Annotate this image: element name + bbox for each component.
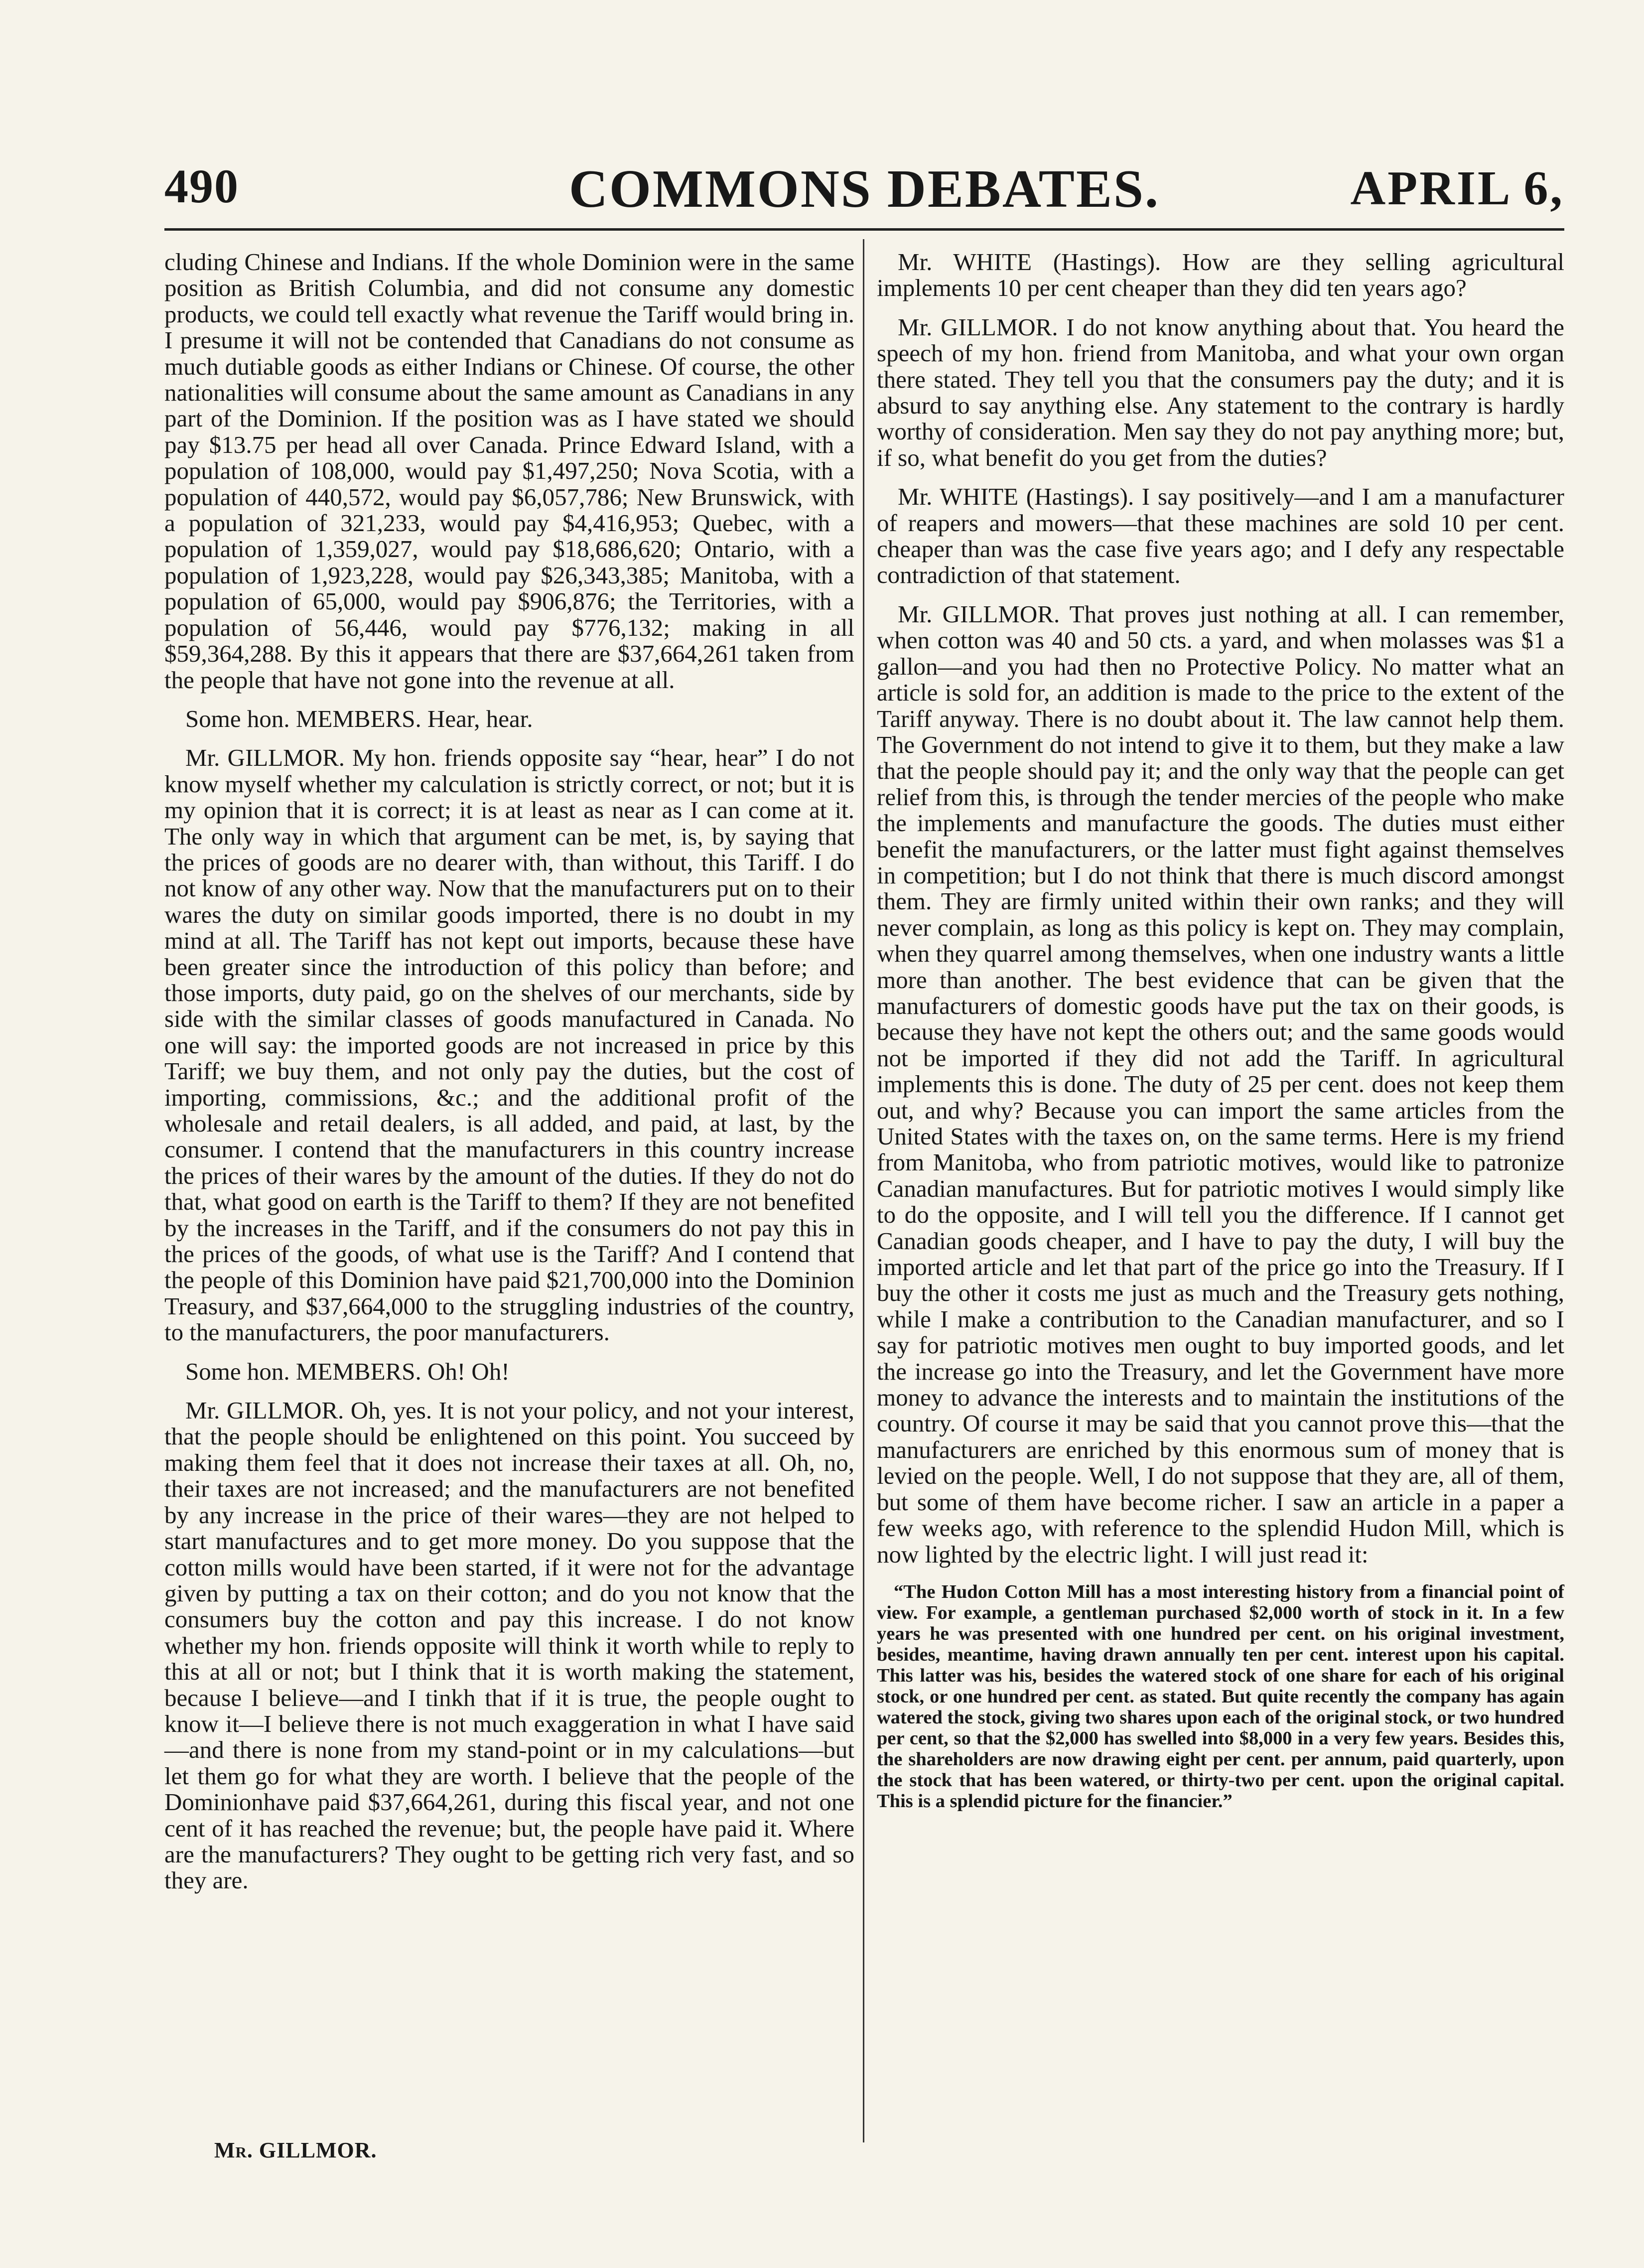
header-date: APRIL 6, (1350, 161, 1564, 215)
paragraph: Mr. GILLMOR. Oh, yes. It is not your policy, and not your interest, that the people should be enlightened on this point. You succeed by making them feel that it does not increase their taxes at all. Oh, no, their taxes are not increased; and the manufacturers are not benefited by any increase in the price of their wares—they are not helped to start manufactures and to get more money. Do you suppose that the cotton mills would have been started, if it were not for the advantage given by putting a tax on their cotton; and do you not know that the consumers buy the cotton and pay this increase. I do not know whether my hon. friends opposite will think it worth while to reply to this at all or not; but I think that it is worth making the statement, because I believe—and I tinkh that if it is true, the people ought to know it—I believe there is not much exaggeration in what I have said—and there is none from my stand-point or in my calculations—but let them go for what they are worth. I believe that the people of the Dominionhave paid $37,664,261, during this fiscal year, and not one cent of it has reached the revenue; but, the people have paid it. Where are the manufacturers? They ought to be getting rich very fast, and so they are. (164, 1397, 854, 1894)
paragraph: Some hon. MEMBERS. Oh! Oh! (185, 1357, 510, 1385)
paragraph: Mr. GILLMOR. That proves just nothing at all. I can remember, when cotton was 40 and 50 cts. a yard, and when molasses was $1 a gallon—and you had then no Protective Policy. No matter what an article is sold for, an addition is made to the price to the extent of the Tariff anyway. There is no doubt about it. The law cannot help them. The Government do not intend to give it to them, but they make a law that the people should pay it; and the only way that the people can get relief from this, is through the tender mercies of the people who make the implements and manufacture the goods. The duties must either benefit the manufacturers, or the latter must fight against themselves in competition; but I do not think that there is much discord amongst them. They are firmly united within their own ranks; and they will never complain, as long as this policy is kept on. They may complain, when they quarrel among themselves, when one industry wants a little more than another. The best evidence that can be given that the manufacturers of domestic goods have put the tax on their goods, is because they have not kept the others out; and the same goods would not be imported if they did not add the Tariff. In agricultural implements this is done. The duty of 25 per cent. does not keep them out, and why? Because you can import the same articles from the United States with the taxes on, on the same terms. Here is my friend from Manitoba, who from patriotic motives, would like to patronize Canadian manufactures. But for patriotic motives I would simply like to do the opposite, and I will tell you the difference. If I cannot get Canadian goods cheaper, and I have to pay the duty, I will buy the imported article and let that part of the price go into the Treasury. If I buy the other it costs me just as much and the Treasury gets nothing, while I make a contribution to the Canadian manufacturer, and so I say for patriotic motives men ought to buy imported goods, and let the increase go into the Treasury, and let the Government have more money to advance the interests and to maintain the institutions of the country. Of course it may be said that you cannot prove this—that the manufacturers are enriched by this enormous sum of money that is levied on the people. Well, I do not suppose that they are, all of them, but some of them have become richer. I saw an article in a paper a few weeks ago, with reference to the splendid Hudon Mill, which is now lighted by the electric light. I will just read it: (877, 600, 1564, 1568)
paragraph: Mr. GILLMOR. My hon. friends opposite say “hear, hear” I do not know myself whether my calculation is strictly correct, or not; but it is my opinion that it is correct; it is at least as near as I can come at it. The only way in which that argument can be met, is, by saying that the prices of goods are no dearer with, than without, this Tariff. I do not know of any other way. Now that the manufacturers put on to their wares the duty on similar goods imported, there is no doubt in my mind at all. The Tariff has not kept out imports, because these have been greater since the introduction of this policy than before; and those imports, duty paid, go on the shelves of our merchants, side by side with the similar classes of goods manufactured in Canada. No one will say: the imported goods are not increased in price by this Tariff; we buy them, and not only pay the duties, but the cost of importing, commissions, &c.; and the additional profit of the wholesale and retail dealers, is all added, and paid, at last, by the consumer. I contend that the manufacturers in this country increase the prices of their wares by the amount of the duties. If they do not do that, what good on earth is the Tariff to them? If they are not benefited by the increases in the Tariff, and if the consumers do not pay this in the prices of the goods, of what use is the Tariff? And I contend that the people of this Dominion have paid $21,700,000 into the Dominion Treasury, and $37,664,000 to the struggling industries of the country, to the manufacturers, the poor manufacturers. (164, 744, 854, 1346)
paragraph: Mr. WHITE (Hastings). I say positively—and I am a manufacturer of reapers and mowers—that these machines are sold 10 per cent. cheaper than was the case five years ago; and I defy any respectable contradiction of that statement. (877, 483, 1564, 589)
catchword: Mr. GILLMOR. (214, 2138, 377, 2162)
paragraph: Mr. WHITE (Hastings). How are they selling agricultural implements 10 per cent cheaper than they did ten years ago? (877, 248, 1564, 302)
left-column (164, 249, 854, 1894)
column-divider (863, 239, 864, 2142)
page-header (164, 158, 1564, 238)
page-number: 490 (164, 159, 239, 213)
right-column (877, 249, 1564, 1812)
running-title: COMMONS DEBATES. (568, 159, 1160, 219)
paragraph: Mr. GILLMOR. I do not know anything about that. You heard the speech of my hon. friend from Manitoba, and what your own organ there stated. They tell you that the consumers pay the duty; and it is absurd to say anything else. Any statement to the contrary is hardly worthy of consideration. Men say they do not pay anything more; but, if so, what benefit do you get from the duties? (877, 313, 1564, 471)
quoted-article: “The Hudon Cotton Mill has a most interesting history from a financial point of view. For example, a gentleman purchased $2,000 worth of stock in it. In a few years he was presented with one hundred per cent. on his original investment, besides, meantime, having drawn annually ten per cent. interest upon his capital. This latter was his, besides the watered stock of one share for each of his original stock, or one hundred per cent. as stated. But quite recently the company has again watered the stock, giving two shares upon each of the original stock, or two hundred per cent, so that the $2,000 has swelled into $8,000 in a very few years. Besides this, the shareholders are now drawing eight per cent. per annum, paid quarterly, upon the stock that has been watered, or thirty-two per cent. upon the original capital. This is a splendid picture for the financier.” (877, 1581, 1564, 1812)
header-rule (164, 228, 1564, 231)
paragraph: cluding Chinese and Indians. If the whole Dominion were in the same position as British Columbia, and did not consume any domestic products, we could tell exactly what revenue the Tariff would bring in. I presume it will not be contended that Canadians do not consume as much dutiable goods as either Indians or Chinese. Of course, the other nationalities will consume about the same amount as Canadians in any part of the Dominion. If the position was as I have stated we should pay $13.75 per head all over Canada. Prince Edward Island, with a population of 108,000, would pay $1,497,250; Nova Scotia, with a population of 440,572, would pay $6,057,786; New Brunswick, with a population of 321,233, would pay $4,416,953; Quebec, with a population of 1,359,027, would pay $18,686,620; Ontario, with a population of 1,923,228, would pay $26,343,385; Manitoba, with a population of 65,000, would pay $906,876; the Territories, with a population of 56,446, would pay $776,132; making in all $59,364,288. By this it appears that there are $37,664,261 taken from the people that have not gone into the revenue at all. (164, 248, 854, 694)
paragraph: Some hon. MEMBERS. Hear, hear. (185, 705, 533, 732)
